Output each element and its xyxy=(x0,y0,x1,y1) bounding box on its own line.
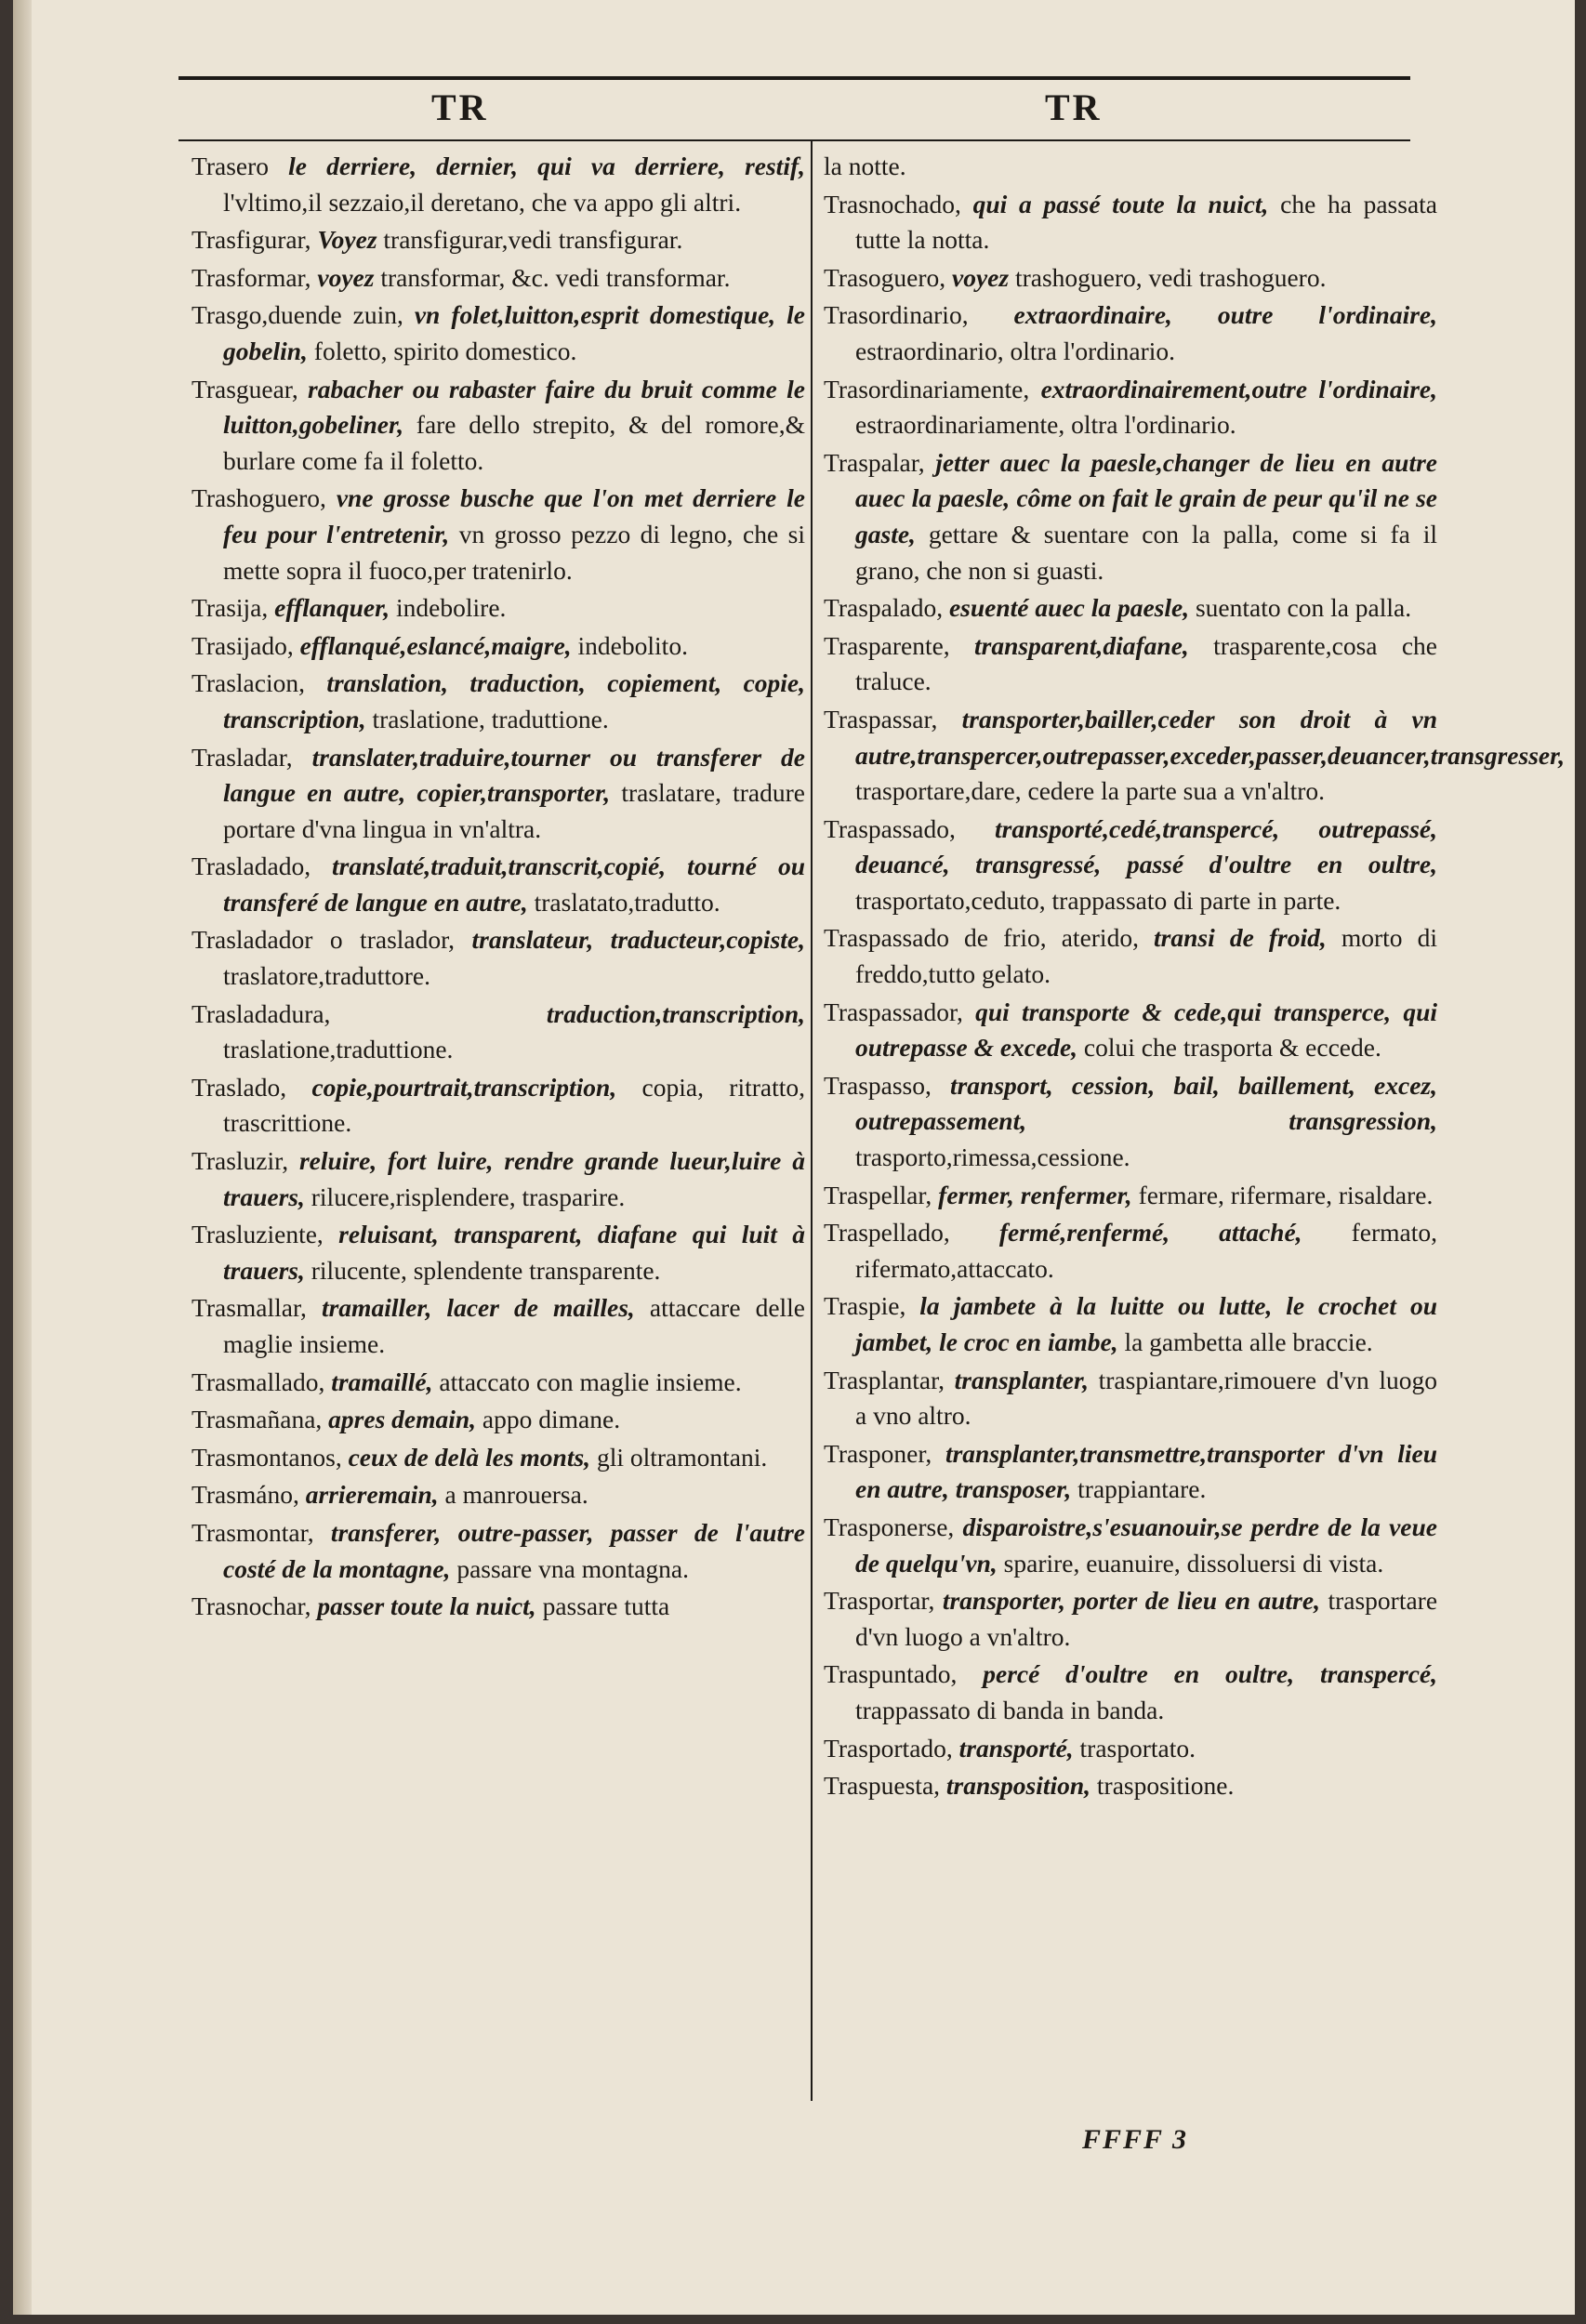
headword: Traspalado, xyxy=(824,593,944,623)
french-gloss: translaté,traduit,transcrit,copié, tourné ou transferé de langue en autre, xyxy=(223,852,805,917)
dictionary-entry xyxy=(824,1510,1437,1581)
french-gloss: passer toute la nuict, xyxy=(317,1591,536,1621)
italian-gloss: traslatore,traduttore. xyxy=(223,961,430,991)
french-gloss: disparoistre,s'esuanouir,se perdre de la veue de quelqu'vn, xyxy=(855,1512,1438,1578)
french-gloss: extraordinairement,outre l'ordinaire, xyxy=(1040,374,1437,403)
french-gloss: jetter auec la paesle,changer de lieu en autre auec la paesle, côme on fait le grain de peur qu'il ne se gaste, xyxy=(855,447,1438,548)
italian-gloss: a manrouersa. xyxy=(444,1480,588,1510)
dictionary-entry xyxy=(192,1589,805,1625)
italian-gloss: morto di freddo,tutto gelato. xyxy=(855,923,1437,989)
french-gloss: tramailler, lacer de mailles, xyxy=(321,1293,635,1323)
headword: Traspassar, xyxy=(824,704,938,733)
italian-gloss: traspiantare,rimouere d'vn luogo a vno altro. xyxy=(855,1365,1438,1431)
headword: Traspie, xyxy=(824,1291,906,1321)
italian-gloss: trasportare,dare, cedere la parte sua a vn'altro. xyxy=(855,776,1326,806)
dictionary-entry xyxy=(824,1288,1437,1360)
italian-gloss: estraordinario, oltra l'ordinario. xyxy=(855,336,1176,365)
dictionary-entry xyxy=(192,1515,805,1587)
french-gloss: efflanquer, xyxy=(274,593,390,623)
headword: Trasponerse, xyxy=(824,1512,955,1541)
running-head-left: TR xyxy=(431,86,489,128)
french-gloss: transferer, outre-passer, passer de l'autre costé de la montagne, xyxy=(223,1517,806,1583)
dictionary-entry xyxy=(824,1178,1437,1214)
italian-gloss: colui che trasporta & eccede. xyxy=(1083,1033,1381,1063)
headword: Trasparente, xyxy=(824,630,950,660)
headword: Trasgo,duende zuin, xyxy=(192,300,403,330)
french-gloss: qui a passé toute la nuict, xyxy=(972,189,1269,218)
column-divider xyxy=(811,139,813,2101)
italian-gloss: trappassato di banda in banda. xyxy=(855,1695,1165,1724)
italian-gloss: sparire, euanuire, dissoluersi di vista. xyxy=(1003,1548,1384,1578)
dictionary-entry xyxy=(192,297,805,369)
dictionary-entry xyxy=(192,260,805,297)
headword: Trasmañana, xyxy=(192,1405,323,1434)
french-gloss: vn folet,luitton,esprit domestique, le gobelin, xyxy=(223,300,805,365)
french-gloss: ceux de delà les monts, xyxy=(348,1442,591,1472)
italian-gloss: transformar, &c. vedi transformar. xyxy=(380,262,731,292)
headword: Trasportar, xyxy=(824,1586,935,1616)
headword: Trasportado, xyxy=(824,1733,953,1763)
dictionary-entry xyxy=(192,740,805,848)
french-gloss: apres demain, xyxy=(328,1405,477,1434)
french-gloss: reluisant, transparent, diafane qui luit à trauers, xyxy=(223,1220,806,1285)
italian-gloss: foletto, spirito domestico. xyxy=(313,336,577,365)
headword: Trasluzir, xyxy=(192,1146,289,1176)
french-gloss: fermé,renfermé, attaché, xyxy=(998,1218,1302,1248)
italian-gloss: fermato, rifermato,attaccato. xyxy=(855,1218,1438,1283)
headword: Traslado, xyxy=(192,1072,287,1102)
dictionary-entry xyxy=(192,849,805,920)
dictionary-entry xyxy=(824,297,1437,369)
italian-gloss: rilucere,risplendere, trasparire. xyxy=(311,1182,626,1211)
headword: Traspellado, xyxy=(824,1218,950,1248)
dictionary-entry xyxy=(192,922,805,994)
dictionary-entry xyxy=(824,260,1437,297)
french-gloss: Voyez xyxy=(317,225,377,255)
headword: Traspellar, xyxy=(824,1180,932,1209)
dictionary-entry xyxy=(824,702,1566,810)
left-column xyxy=(192,149,805,1627)
french-gloss: le derriere, dernier, qui va derriere, restif, xyxy=(288,152,805,180)
headword: Traspassado de frio, aterido, xyxy=(824,923,1139,953)
french-gloss: transporter,bailler,ceder son droit à vn autre,transpercer,outrepasser,exceder,passer,deuancer,transgresser, xyxy=(855,704,1566,770)
headword: Traspassado, xyxy=(824,813,956,843)
headword: Trasoguero, xyxy=(824,262,946,292)
headword: Traspuesta, xyxy=(824,1771,941,1801)
italian-gloss: vn grosso pezzo di legno, che si mette sopra il fuoco,per tratenirlo. xyxy=(223,519,806,585)
french-gloss: esuenté auec la paesle, xyxy=(948,593,1190,623)
dictionary-entry xyxy=(824,149,1437,185)
italian-gloss: transfigurar,vedi transfigurar. xyxy=(383,225,683,255)
french-gloss: transparent,diafane, xyxy=(974,630,1189,660)
italian-gloss: fermare, rifermare, risaldare. xyxy=(1138,1180,1434,1209)
headword: Trasmallar, xyxy=(192,1293,307,1323)
dictionary-entry xyxy=(192,222,805,258)
french-gloss: transi de froid, xyxy=(1154,923,1327,953)
dictionary-entry xyxy=(824,187,1437,258)
headword: Trasfigurar, xyxy=(192,225,311,255)
italian-gloss: traslatione, traduttione. xyxy=(372,704,609,733)
headword: Traspassador, xyxy=(824,997,963,1026)
italian-gloss: attaccato con maglie insieme. xyxy=(439,1367,742,1396)
italian-gloss: fare dello strepito, & del romore,& burlare come fa il foletto. xyxy=(223,410,805,475)
french-gloss: copie,pourtrait,transcription, xyxy=(311,1072,617,1102)
dictionary-entry xyxy=(824,1436,1437,1508)
italian-gloss: suentato con la palla. xyxy=(1195,593,1412,623)
italian-gloss: traslatato,tradutto. xyxy=(534,887,720,917)
dictionary-entry xyxy=(192,1217,805,1288)
headword: Trasladar, xyxy=(192,742,293,772)
italian-gloss: indebolire. xyxy=(396,593,507,623)
french-gloss: fermer, renfermer, xyxy=(938,1180,1132,1209)
italian-gloss: trashoguero, vedi trashoguero. xyxy=(1014,262,1327,292)
french-gloss: voyez xyxy=(317,262,375,292)
headword: Traspasso, xyxy=(824,1070,932,1100)
dictionary-entry xyxy=(824,1215,1437,1287)
headword: Trasladador o traslador, xyxy=(192,925,456,955)
dictionary-entry xyxy=(192,666,805,737)
headword: Trasmallado, xyxy=(192,1367,325,1396)
dictionary-entry xyxy=(824,995,1437,1066)
right-column xyxy=(824,149,1566,1806)
italian-gloss: la gambetta alle braccie. xyxy=(1124,1327,1373,1356)
headword: Trasordinario, xyxy=(824,300,969,330)
italian-gloss: rilucente, splendente transparente. xyxy=(311,1255,661,1285)
dictionary-entry xyxy=(192,149,805,220)
headword: Trasijado, xyxy=(192,630,294,660)
dictionary-entry xyxy=(192,1440,805,1476)
dictionary-entry xyxy=(824,1363,1437,1434)
french-gloss: translation, traduction, copiement, copie, transcription, xyxy=(223,668,806,733)
headword: Trasguear, xyxy=(192,374,298,403)
italian-gloss: estraordinariamente, oltra l'ordinario. xyxy=(855,410,1236,440)
italian-gloss: che ha passata tutte la notta. xyxy=(855,189,1438,255)
italian-gloss: gli oltramontani. xyxy=(596,1442,768,1472)
french-gloss: extraordinaire, outre l'ordinaire, xyxy=(1013,300,1438,330)
dictionary-entry xyxy=(192,372,805,480)
french-gloss: transposition, xyxy=(945,1771,1091,1801)
page-binding-edge xyxy=(13,0,32,2315)
italian-gloss: trasportare d'vn luogo a vn'altro. xyxy=(855,1586,1438,1651)
headword: Trasmontar, xyxy=(192,1517,314,1547)
italian-gloss: attaccare delle maglie insieme. xyxy=(223,1293,806,1358)
headword: Traspalar, xyxy=(824,447,925,477)
dictionary-entry xyxy=(192,481,805,588)
dictionary-entry xyxy=(824,1657,1437,1728)
dictionary-entry xyxy=(192,1290,805,1362)
italian-gloss: traslatare, tradure portare d'vna lingua in vn'altra. xyxy=(223,778,805,843)
headword: Trasija, xyxy=(192,593,269,623)
italian-gloss: trasparente,cosa che traluce. xyxy=(855,630,1438,696)
running-head-right: TR xyxy=(1045,86,1103,128)
dictionary-entry xyxy=(192,1402,805,1438)
french-gloss: voyez xyxy=(952,262,1010,292)
dictionary-entry xyxy=(824,628,1437,700)
headword: Trasordinariamente, xyxy=(824,374,1030,403)
italian-gloss: indebolito. xyxy=(577,630,688,660)
italian-gloss: trasportato,ceduto, trappassato di parte in parte. xyxy=(855,885,1341,915)
italian-gloss: l'vltimo,il sezzaio,il deretano, che va appo gli altri. xyxy=(223,187,742,217)
dictionary-entry xyxy=(824,445,1437,588)
headword: Traspuntado, xyxy=(824,1659,958,1689)
italian-gloss: appo dimane. xyxy=(482,1405,621,1434)
french-gloss: reluire, fort luire, rendre grande lueur,luire à trauers, xyxy=(223,1146,805,1211)
dictionary-entry xyxy=(824,590,1437,627)
french-gloss: transplanter, xyxy=(954,1365,1090,1394)
head-rule xyxy=(178,139,1410,141)
headword: Trasmontanos, xyxy=(192,1442,342,1472)
signature-mark: FFFF 3 xyxy=(1082,2124,1188,2155)
french-gloss: transporté,cedé,transpercé, outrepassé, deuancé, transgressé, passé d'oultre en oultre, xyxy=(855,813,1437,879)
dictionary-entry xyxy=(192,590,805,627)
french-gloss: tramaillé, xyxy=(331,1367,433,1396)
french-gloss: vne grosse busche que l'on met derriere le feu pour l'entretenir, xyxy=(223,483,805,548)
headword: Trasero xyxy=(192,152,270,180)
dictionary-entry xyxy=(192,628,805,665)
french-gloss: transporter, porter de lieu en autre, xyxy=(942,1586,1320,1616)
headword: Trasnochar, xyxy=(192,1591,311,1621)
dictionary-entry xyxy=(192,1477,805,1513)
top-rule xyxy=(178,76,1410,80)
headword: Trashoguero, xyxy=(192,483,326,513)
french-gloss: la jambete à la luitte ou lutte, le crochet ou jambet, le croc en iambe, xyxy=(855,1291,1437,1356)
headword: Trasponer, xyxy=(824,1438,932,1468)
italian-gloss: trasportato. xyxy=(1079,1733,1196,1763)
french-gloss: transplanter,transmettre,transporter d'vn lieu en autre, transposer, xyxy=(855,1438,1437,1504)
italian-gloss: passare tutta xyxy=(542,1591,670,1621)
headword: Trasnochado, xyxy=(824,189,961,218)
italian-gloss: trasporto,rimessa,cessione. xyxy=(855,1142,1130,1172)
french-gloss: translateur, traducteur,copiste, xyxy=(471,925,805,955)
italian-gloss: passare vna montagna. xyxy=(456,1553,690,1583)
dictionary-entry xyxy=(824,1731,1437,1767)
headword: Trasladadura, xyxy=(192,998,331,1028)
dictionary-entry xyxy=(824,372,1437,443)
french-gloss: transporté, xyxy=(958,1733,1074,1763)
french-gloss: transport, cession, bail, baillement, excez, outrepassement, transgression, xyxy=(855,1070,1437,1136)
french-gloss: percé d'oultre en oultre, transpercé, xyxy=(983,1659,1437,1689)
dictionary-entry xyxy=(824,1768,1437,1804)
italian-gloss: trappiantare. xyxy=(1077,1474,1207,1504)
headword: Trasladado, xyxy=(192,852,311,881)
headword: Trasmáno, xyxy=(192,1480,299,1510)
dictionary-entry xyxy=(192,1070,805,1142)
italian-gloss: copia, ritratto, trascrittione. xyxy=(223,1072,806,1138)
french-gloss: qui transporte & cede,qui transperce, qui outrepasse & excede, xyxy=(855,997,1438,1063)
french-gloss: traduction,transcription, xyxy=(546,998,805,1028)
italian-gloss: traspositione. xyxy=(1096,1771,1235,1801)
french-gloss: translater,traduire,tourner ou transferer de langue en autre, copier,transporter, xyxy=(223,742,805,808)
dictionary-page xyxy=(13,0,1575,2315)
french-gloss: rabacher ou rabaster faire du bruit comme le luitton,gobeliner, xyxy=(223,374,806,440)
dictionary-entry xyxy=(824,1068,1437,1176)
headword: Trasluziente, xyxy=(192,1220,324,1249)
headword: Trasplantar, xyxy=(824,1365,945,1394)
french-gloss: arrieremain, xyxy=(305,1480,439,1510)
dictionary-entry xyxy=(192,1365,805,1401)
french-gloss: efflanqué,eslancé,maigre, xyxy=(299,630,572,660)
dictionary-entry xyxy=(824,920,1437,992)
italian-gloss: gettare & suentare con la palla, come si fa il grano, che non si guasti. xyxy=(855,519,1437,585)
dictionary-entry xyxy=(824,1583,1437,1655)
headword: Traslacion, xyxy=(192,668,305,698)
headword: Trasformar, xyxy=(192,262,311,292)
dictionary-entry xyxy=(192,997,805,1068)
italian-gloss: la notte. xyxy=(824,152,906,180)
dictionary-entry xyxy=(824,812,1437,919)
dictionary-entry xyxy=(192,1143,805,1215)
italian-gloss: traslatione,traduttione. xyxy=(223,1035,454,1064)
